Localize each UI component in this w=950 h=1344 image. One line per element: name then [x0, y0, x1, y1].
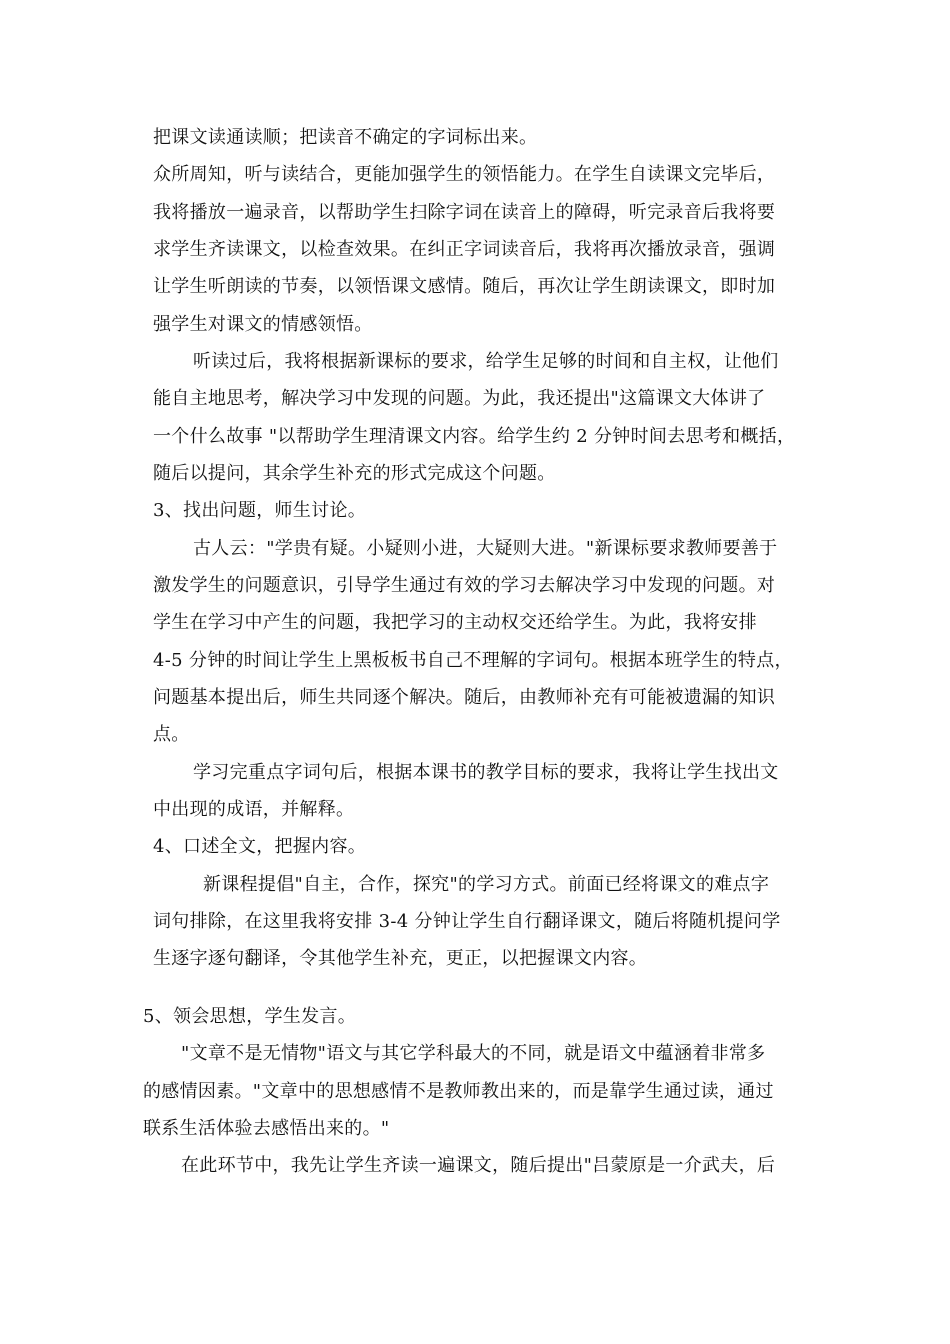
text-line: 我将播放一遍录音，以帮助学生扫除字词在读音上的障碍，听完录音后我将要	[153, 202, 776, 223]
text-line: 强学生对课文的情感领悟。	[153, 314, 373, 335]
text-line: 点。	[153, 724, 190, 745]
section-heading: 3、找出问题，师生讨论。	[153, 500, 367, 521]
text-line: 能自主地思考，解决学习中发现的问题。为此，我还提出"这篇课文大体讲了	[153, 388, 766, 409]
text-line: 问题基本提出后，师生共同逐个解决。随后，由教师补充有可能被遗漏的知识	[153, 687, 776, 708]
text-line: 新课程提倡"自主，合作，探究"的学习方式。前面已经将课文的难点字	[203, 874, 770, 895]
text-line: 学习完重点字词句后，根据本课书的教学目标的要求，我将让学生找出文	[193, 762, 779, 783]
text-line: 生逐字逐句翻译，令其他学生补充，更正，以把握课文内容。	[153, 948, 648, 969]
text-line: 把课文读通读顺；把读音不确定的字词标出来。	[153, 127, 538, 148]
section-heading: 5、领会思想，学生发言。	[143, 1006, 357, 1027]
text-line: 让学生听朗读的节奏，以领悟课文感情。随后，再次让学生朗读课文，即时加	[153, 276, 776, 297]
section-heading: 4、口述全文，把握内容。	[153, 836, 367, 857]
text-line: 一个什么故事 "以帮助学生理清课文内容。给学生约 2 分钟时间去思考和概括，	[153, 426, 796, 447]
text-line: 众所周知，听与读结合，更能加强学生的领悟能力。在学生自读课文完毕后，	[153, 164, 776, 185]
text-line: 求学生齐读课文，以检查效果。在纠正字词读音后，我将再次播放录音，强调	[153, 239, 776, 260]
text-line: 中出现的成语，并解释。	[153, 799, 355, 820]
text-line: 听读过后，我将根据新课标的要求，给学生足够的时间和自主权，让他们	[193, 351, 779, 372]
text-line: 词句排除，在这里我将安排 3-4 分钟让学生自行翻译课文，随后将随机提问学	[153, 911, 781, 932]
text-line: 4-5 分钟的时间让学生上黑板板书自己不理解的字词句。根据本班学生的特点，	[153, 650, 793, 671]
text-line: 学生在学习中产生的问题，我把学习的主动权交还给学生。为此，我将安排	[153, 612, 757, 633]
text-line: 在此环节中，我先让学生齐读一遍课文，随后提出"吕蒙原是一介武夫，后	[181, 1155, 776, 1176]
text-line: 的感情因素。"文章中的思想感情不是教师教出来的，而是靠学生通过读，通过	[143, 1081, 774, 1102]
text-line: 古人云："学贵有疑。小疑则小进，大疑则大进。"新课标要求教师要善于	[193, 538, 778, 559]
text-line: 随后以提问，其余学生补充的形式完成这个问题。	[153, 463, 556, 484]
text-line: 联系生活体验去感悟出来的。"	[143, 1118, 390, 1139]
text-line: "文章不是无情物"语文与其它学科最大的不同，就是语文中蕴涵着非常多	[181, 1043, 766, 1064]
text-line: 激发学生的问题意识，引导学生通过有效的学习去解决学习中发现的问题。对	[153, 575, 776, 596]
